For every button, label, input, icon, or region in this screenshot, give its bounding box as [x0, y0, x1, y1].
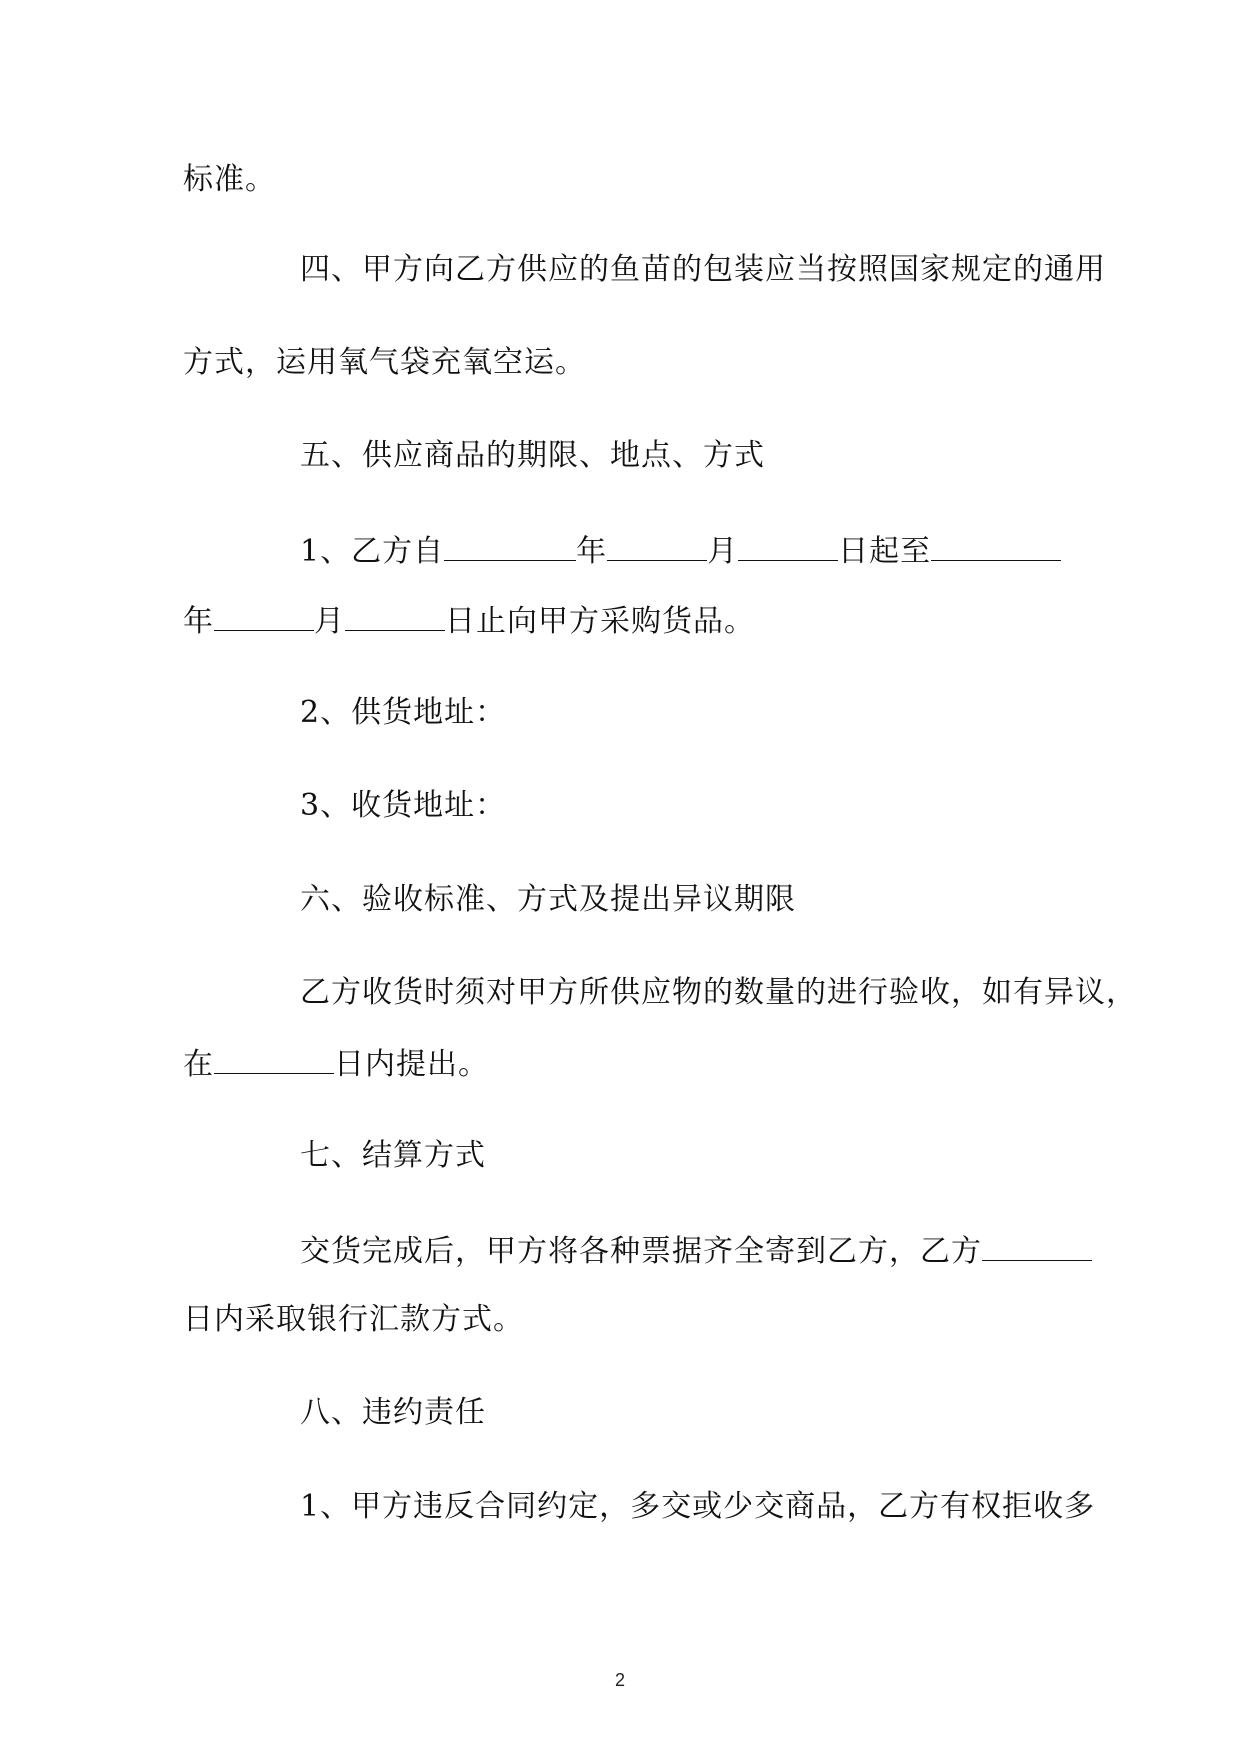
clause-7-line-2: 日内采取银行汇款方式。 [183, 1302, 524, 1337]
clause-7-line-1: 交货完成后，甲方将各种票据齐全寄到乙方，乙方 [300, 1230, 1092, 1272]
blank-field [931, 530, 1061, 561]
clause-8-item-1: 1、甲方违反合同约定，多交或少交商品，乙方有权拒收多 [300, 1489, 1096, 1524]
clause-4-line-1: 四、甲方向乙方供应的鱼苗的包装应当按照国家规定的通用 [300, 252, 1106, 287]
blank-field [345, 600, 445, 631]
clause-6-heading: 六、验收标准、方式及提出异议期限 [300, 882, 796, 917]
clause-5-item-1-line-2: 年 月 日止向甲方采购货品。 [183, 600, 755, 642]
blank-field [444, 530, 576, 561]
clause-8-heading: 八、违约责任 [300, 1395, 486, 1430]
page-number: 2 [614, 1670, 625, 1690]
clause-5-item-1-line-1: 1、乙方自 年 月 日起至 [300, 530, 1061, 572]
clause-5-heading: 五、供应商品的期限、地点、方式 [300, 438, 765, 473]
clause-6-line-1: 乙方收货时须对甲方所供应物的数量的进行验收，如有异议， [300, 975, 1137, 1010]
clause-6-line-2: 在 日内提出。 [183, 1043, 489, 1085]
blank-field [607, 530, 707, 561]
paragraph-line: 标准。 [183, 162, 276, 197]
blank-field [214, 1043, 334, 1074]
blank-field [738, 530, 838, 561]
blank-field [982, 1230, 1092, 1261]
blank-field [214, 600, 314, 631]
clause-5-item-2: 2、供货地址： [300, 695, 507, 730]
clause-4-line-2: 方式，运用氧气袋充氧空运。 [183, 345, 586, 380]
clause-5-item-3: 3、收货地址： [300, 788, 507, 823]
clause-7-heading: 七、结算方式 [300, 1138, 486, 1173]
